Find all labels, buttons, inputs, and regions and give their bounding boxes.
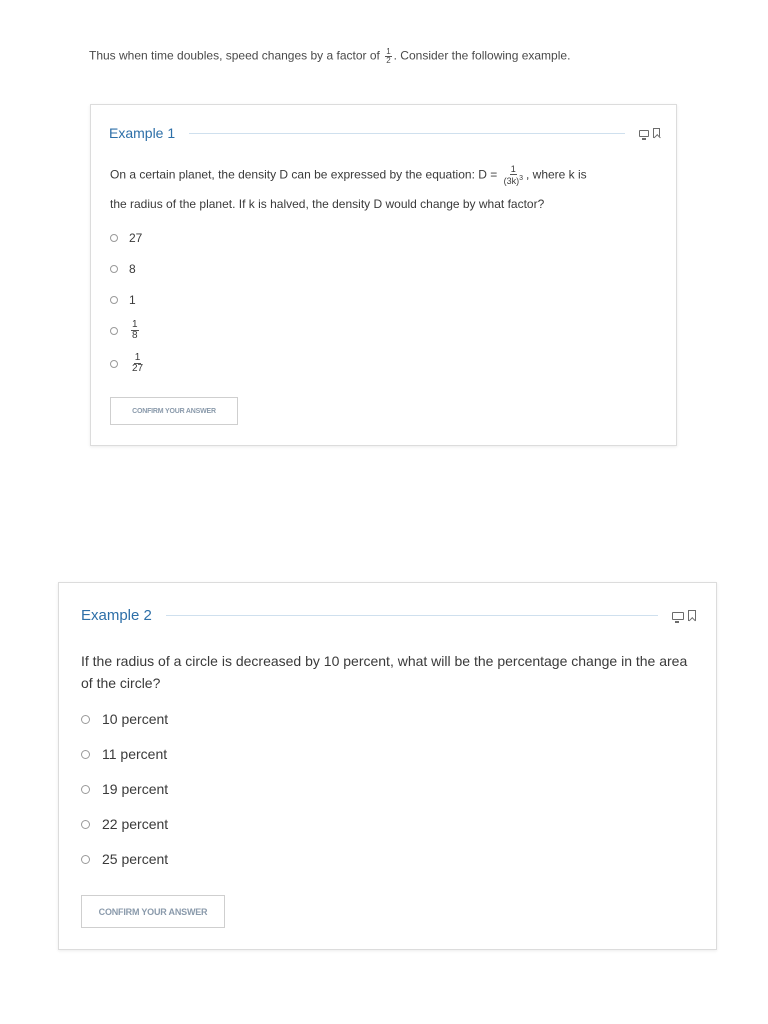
example-1-card xyxy=(90,104,677,446)
radio-button[interactable] xyxy=(81,785,90,794)
confirm-answer-button[interactable]: CONFIRM YOUR ANSWER xyxy=(110,397,238,425)
radio-button[interactable] xyxy=(110,234,118,242)
example-1-option-one-eighth[interactable] xyxy=(110,320,141,341)
intro-text xyxy=(89,48,570,65)
intro-text-before: Thus when time doubles, speed changes by a factor of xyxy=(89,48,380,63)
header-divider xyxy=(189,133,625,134)
example-2-option-25-percent[interactable] xyxy=(81,851,168,867)
option-label: 25 percent xyxy=(102,851,169,867)
example-2-option-19-percent[interactable] xyxy=(81,781,168,797)
equation-fraction xyxy=(503,165,524,186)
radio-button[interactable] xyxy=(81,750,90,759)
example-2-card xyxy=(58,582,717,950)
equation-numerator: 1 xyxy=(510,164,516,174)
question-text-tail: , where k is xyxy=(526,167,587,182)
example-2-question: If the radius of a circle is decreased by 10 percent, what will be the percentage change in the area of the circle? xyxy=(81,653,688,691)
example-1-option-8[interactable] xyxy=(110,262,136,276)
option-fraction xyxy=(131,353,144,374)
option-label: 27 xyxy=(129,231,143,245)
option-label: 19 percent xyxy=(102,781,169,797)
intro-fraction xyxy=(385,48,391,65)
intro-fraction-numerator: 1 xyxy=(386,47,391,56)
fraction-numerator: 1 xyxy=(132,319,138,330)
example-2-option-10-percent[interactable] xyxy=(81,711,168,727)
example-1-option-one-twenty-seventh[interactable] xyxy=(110,353,146,374)
example-2-option-11-percent[interactable] xyxy=(81,746,167,762)
example-1-option-1[interactable] xyxy=(110,293,136,307)
header-icons xyxy=(672,610,696,621)
option-label: 22 percent xyxy=(102,816,169,832)
confirm-answer-button[interactable]: CONFIRM YOUR ANSWER xyxy=(81,895,225,928)
example-1-header xyxy=(109,125,660,141)
equation-base: (3k) xyxy=(503,176,520,186)
bookmark-icon[interactable] xyxy=(653,128,660,138)
equation-exponent: 3 xyxy=(519,175,523,182)
example-1-option-27[interactable] xyxy=(110,231,142,245)
fraction-numerator: 1 xyxy=(134,352,141,363)
fraction-denominator: 8 xyxy=(132,330,138,341)
option-fraction xyxy=(131,320,139,341)
option-label: 1 xyxy=(129,293,136,307)
radio-button[interactable] xyxy=(81,855,90,864)
question-text: On a certain planet, the density D can be expressed by the equation: D = xyxy=(110,167,498,182)
radio-button[interactable] xyxy=(81,715,90,724)
example-2-header xyxy=(81,607,696,624)
fraction-denominator: 27 xyxy=(132,363,144,374)
example-2-title: Example 2 xyxy=(81,607,152,624)
radio-button[interactable] xyxy=(110,327,118,335)
header-icons xyxy=(639,128,660,138)
bookmark-icon[interactable] xyxy=(688,610,696,621)
monitor-icon[interactable] xyxy=(672,612,684,620)
example-1-title: Example 1 xyxy=(109,125,176,141)
intro-fraction-denominator: 2 xyxy=(386,56,391,65)
option-label: 11 percent xyxy=(102,746,168,762)
radio-button[interactable] xyxy=(110,360,118,368)
header-divider xyxy=(166,615,658,616)
radio-button[interactable] xyxy=(110,296,118,304)
intro-text-after: . Consider the following example. xyxy=(393,48,571,63)
monitor-icon[interactable] xyxy=(639,130,649,137)
equation-denominator xyxy=(503,175,524,186)
example-1-question-line-1 xyxy=(110,165,587,186)
example-1-question-line-2: the radius of the planet. If k is halved, the density D would change by what factor? xyxy=(110,197,545,211)
option-label: 8 xyxy=(129,262,136,276)
example-2-option-22-percent[interactable] xyxy=(81,816,168,832)
option-label: 10 percent xyxy=(102,711,169,727)
radio-button[interactable] xyxy=(110,265,118,273)
radio-button[interactable] xyxy=(81,820,90,829)
